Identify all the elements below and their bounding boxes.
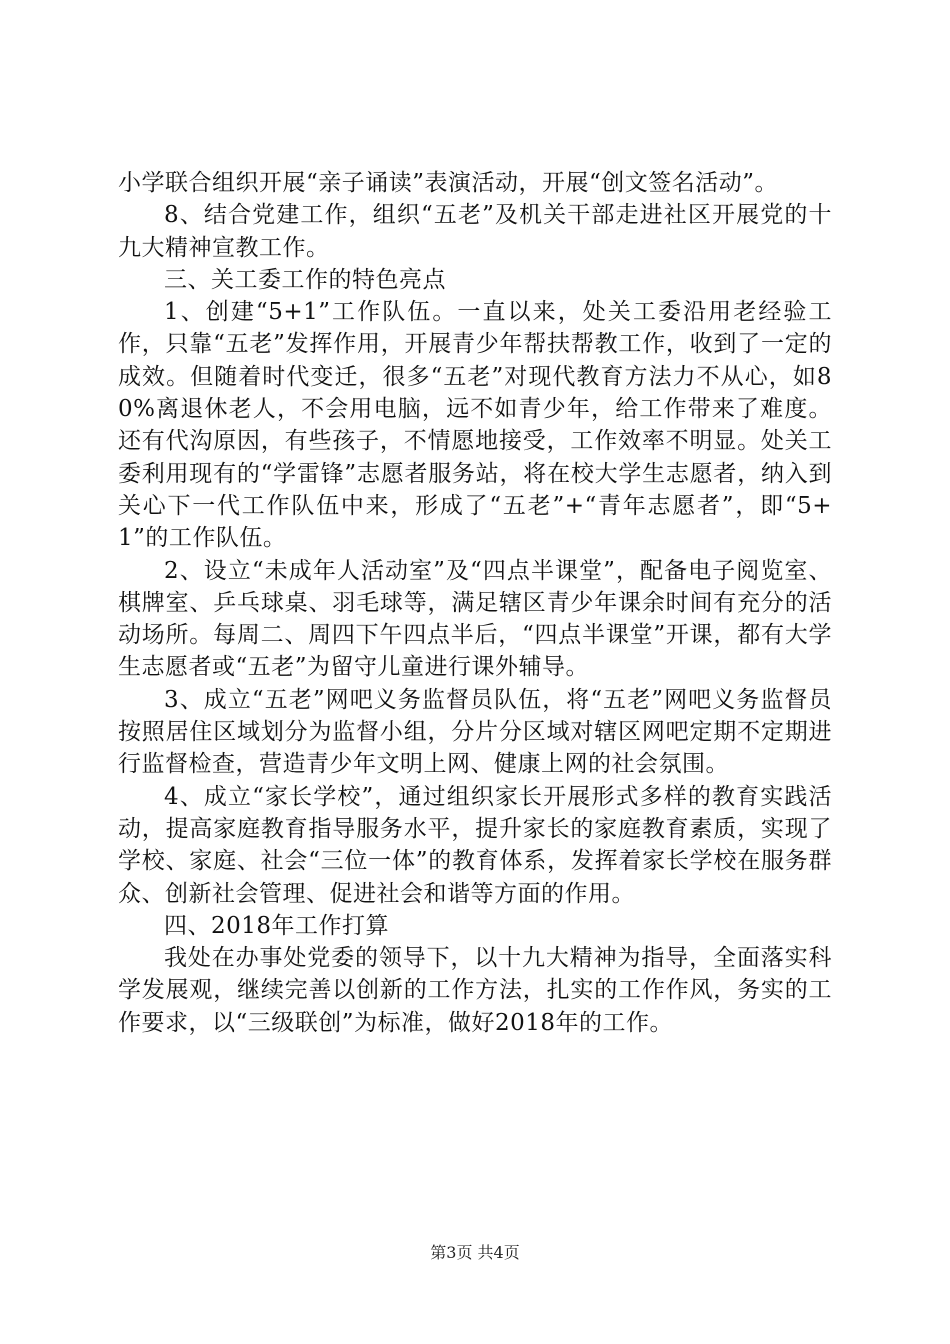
section-heading: 四、2018年工作打算 — [164, 912, 390, 939]
document-body — [118, 167, 832, 1039]
section-heading: 三、关工委工作的特色亮点 — [164, 266, 446, 293]
page-footer: 第3页 共4页 — [430, 1243, 520, 1262]
paragraph: 3、成立“五老”网吧义务监督员队伍，将“五老”网吧义务监督员按照居住区域划分为监督小组，分片分区域对辖区网吧定期不定期进行监督检查，营造青少年文明上网、健康上网的社会氛围。 — [118, 686, 832, 778]
paragraph: 4、成立“家长学校”，通过组织家长开展形式多样的教育实践活动，提高家庭教育指导服务水平，提升家长的家庭教育素质，实现了学校、家庭、社会“三位一体”的教育体系，发挥着家长学校在服务群众、创新社会管理、促进社会和谐等方面的作用。 — [118, 783, 832, 907]
paragraph: 8、结合党建工作，组织“五老”及机关干部走进社区开展党的十九大精神宣教工作。 — [118, 202, 832, 261]
paragraph: 2、设立“未成年人活动室”及“四点半课堂”，配备电子阅览室、棋牌室、乒乓球桌、羽毛球等，满足辖区青少年课余时间有充分的活动场所。每周二、周四下午四点半后，“四点半课堂”开课，都有大学生志愿者或“五老”为留守儿童进行课外辅导。 — [118, 557, 832, 681]
paragraph: 1、创建“5+1”工作队伍。一直以来，处关工委沿用老经验工作，只靠“五老”发挥作用，开展青少年帮扶帮教工作，收到了一定的成效。但随着时代变迁，很多“五老”对现代教育方法力不从心，如80%离退休老人，不会用电脑，远不如青少年，给工作带来了难度。还有代沟原因，有些孩子，不情愿地接受，工作效率不明显。处关工委利用现有的“学雷锋”志愿者服务站，将在校大学生志愿者，纳入到关心下一代工作队伍中来，形成了“五老”+“青年志愿者”，即“5+1”的工作队伍。 — [118, 299, 832, 552]
paragraph: 小学联合组织开展“亲子诵读”表演活动，开展“创文签名活动”。 — [118, 170, 779, 196]
paragraph: 我处在办事处党委的领导下，以十九大精神为指导，全面落实科学发展观，继续完善以创新的工作方法，扎实的工作作风，务实的工作要求，以“三级联创”为标准，做好2018年的工作。 — [118, 945, 832, 1036]
